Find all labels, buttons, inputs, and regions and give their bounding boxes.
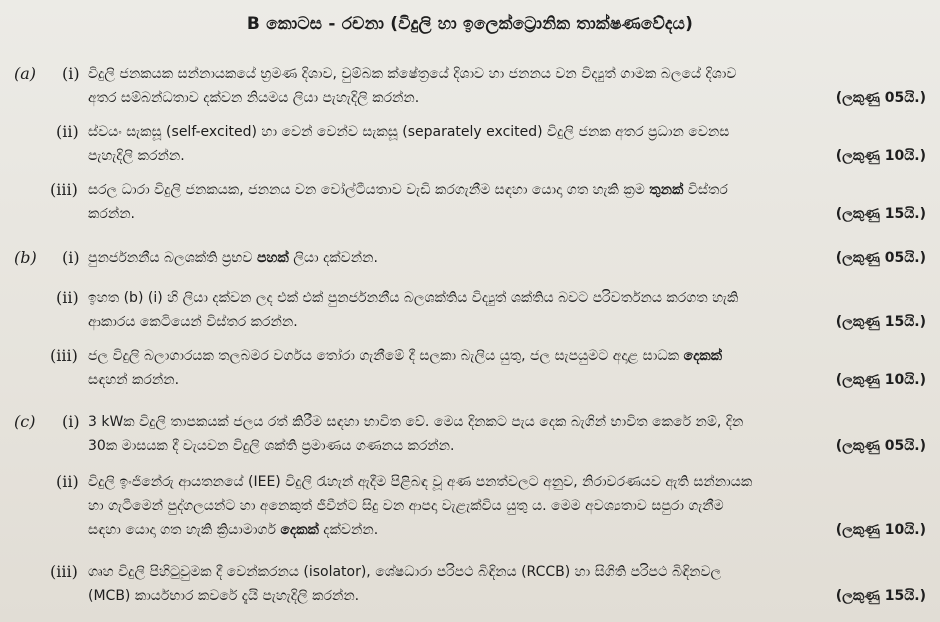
question-a-i-number: (i) (62, 64, 80, 83)
question-b-i-number: (i) (62, 248, 80, 267)
part-label-b: (b) (14, 248, 37, 267)
question-c-iii-marks: (ලකුණු 15යි.) (835, 588, 926, 604)
question-a-iii-marks: (ලකුණු 15යි.) (835, 206, 926, 222)
question-b-iii-text-a: ජල විදුලි බලාගාරයක තලබමර වර්ගය තෝරා ගැනීමේ දී සලකා බැලිය යුතු, ජල සැපයුමට අදාළ සාධක (88, 348, 684, 364)
question-b-i-line1 (88, 248, 378, 268)
question-c-i-number: (i) (62, 412, 80, 431)
question-c-i-line1: 3 kWක විදුලි තාපකයක් ජලය රත් කිරීම සඳහා භාවිත වේ. මෙය දිනකට පැය දෙක බැගින් භාවිත කෙරේ නම්, දින (88, 414, 744, 430)
question-b-iii-emphasis: දෙකක් (683, 348, 723, 364)
question-b-ii-line2: ආකාරය කෙටියෙන් විස්තර කරන්න. (88, 314, 298, 330)
question-a-i-marks: (ලකුණු 05යි.) (835, 90, 926, 106)
page-title: B කොටස - රචනා (විදුලි හා ඉලෙක්ට්‍රොනික තාක්ෂණවේදය) (246, 14, 694, 34)
question-b-i-emphasis: පහක් (256, 250, 289, 266)
question-c-ii-line1: විදුලි ඉංජිනේරු ආයතනයේ (IEE) විදුලි රැහැන් ඇදීම පිළිබඳ වූ අණ පනත්වලට අනුව, නිරාවරණයව ඇති සන්නායක (88, 474, 753, 490)
question-a-i-line1: විදුලි ජනකයක සන්නායකයේ භ්‍රමණ දිශාව, චුම්බක ක්ෂේත්‍රයේ දිශාව හා ජනනය වන විද්‍යුත් ගාමක බලයේ දිශාව (88, 66, 737, 82)
part-label-c: (c) (14, 412, 36, 431)
question-a-iii-line1 (88, 180, 728, 200)
question-b-ii-marks: (ලකුණු 15යි.) (835, 314, 926, 330)
question-c-ii-number: (ii) (56, 472, 79, 491)
question-c-i-marks: (ලකුණු 05යි.) (835, 438, 926, 454)
question-b-iii-number: (iii) (50, 346, 78, 365)
question-a-i-line2: අතර සම්බන්ධතාව දක්වන නියමය ලියා පැහැදිලි කරන්න. (88, 90, 420, 106)
question-c-iii-line2: (MCB) කාර්යභාර කවරේ දැයි පැහැදිලි කරන්න. (88, 588, 360, 604)
question-a-ii-number: (ii) (56, 122, 79, 141)
question-c-ii-marks: (ලකුණු 10යි.) (835, 522, 926, 538)
part-label-a: (a) (14, 64, 37, 83)
question-c-i-line2: 30ක මාසයක දී වැයවන විදුලි ශක්ති ප්‍රමාණය ගණනය කරන්න. (88, 438, 455, 454)
question-a-iii-emphasis: තුනක් (649, 182, 684, 198)
question-b-iii-line2: සඳහන් කරන්න. (88, 372, 180, 388)
question-c-ii-line2: හා ගැටීමෙන් පුද්ගලයන්ට හා අනෙකුත් ජීවීන්ට සිදු වන ආපදා වැළැක්විය යුතු ය. මෙම අවශ්‍යතාව සපුරා ගැනීම (88, 498, 724, 514)
question-c-ii-text-a: සඳහා යොදා ගත හැකි ක්‍රියාමාර්ග (88, 522, 281, 538)
question-b-i-text-a: පුනර්ජනනීය බලශක්ති ප්‍රභව (88, 250, 257, 266)
question-b-ii-line1: ඉහත (b) (i) හි ලියා දක්වන ලද එක් එක් පුනර්ජනනීය බලශක්තිය විද්‍යුත් ශක්තිය බවට පරිවර්තනය කරගත හැකි (88, 290, 739, 306)
question-c-ii-text-c: දක්වන්න. (318, 522, 379, 538)
question-a-ii-line1: ස්වයං සැකසූ (self-excited) හා වෙන් වෙන්ව සැකසූ (separately excited) විදුලි ජනක අතර ප්‍රධාන වෙනස (88, 124, 730, 140)
question-b-iii-marks: (ලකුණු 10යි.) (835, 372, 926, 388)
question-b-iii-line1 (88, 346, 722, 366)
question-c-ii-line3 (88, 520, 378, 540)
question-a-iii-line2: කරන්න. (88, 206, 136, 222)
question-b-i-text-c: ලියා දක්වන්න. (288, 250, 378, 266)
question-c-iii-line1: ගෘහ විදුලි පිහිටුවුමක දී වෙන්කරනය (isolator), ශේෂධාරා පරිපථ බිඳිනය (RCCB) හා සිගිති පරිපථ බිඳිනවල (88, 564, 722, 580)
question-a-ii-line2: පැහැදිලි කරන්න. (88, 148, 185, 164)
question-c-ii-emphasis: දෙකක් (280, 522, 319, 538)
question-c-iii-number: (iii) (50, 562, 78, 581)
question-a-iii-text-a: සරල ධාරා විදුලි ජනකයක, ජනනය වන වෝල්ටීයතාව වැඩි කරගැනීම සඳහා යොදා ගත හැකි ක්‍රම (88, 182, 650, 198)
question-a-ii-marks: (ලකුණු 10යි.) (835, 148, 926, 164)
question-b-i-marks: (ලකුණු 05යි.) (835, 250, 926, 266)
question-a-iii-number: (iii) (50, 180, 78, 199)
question-b-ii-number: (ii) (56, 288, 79, 307)
question-a-iii-text-c: විස්තර (683, 182, 728, 198)
